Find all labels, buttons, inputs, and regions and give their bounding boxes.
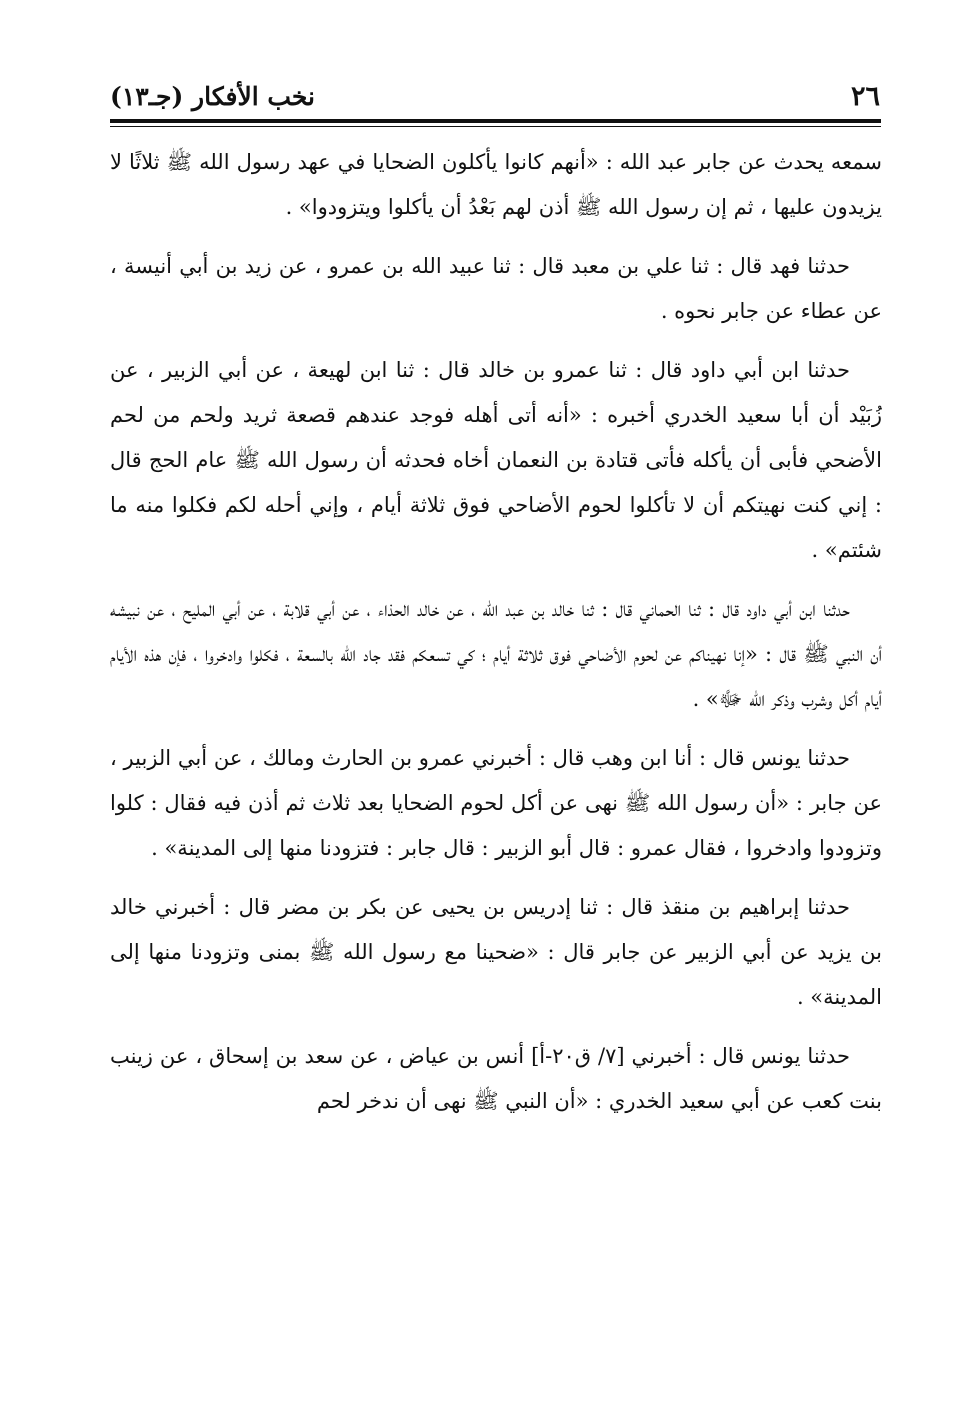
main-text — [110, 140, 882, 1138]
header-rule-thin — [110, 126, 881, 127]
header-rule-thick — [110, 119, 881, 123]
paragraph-6: حدثنا إبراهيم بن منقذ قال : ثنا إدريس بن يحيى عن بكر بن مضر قال : أخبرني خالد بن يزيد عن أبي الزبير عن جابر قال : «ضحينا مع رسول الله ﷺ بمنى وتزودنا منها إلى المدينة» . — [110, 895, 882, 1009]
paragraph-4: حدثنا ابن أبي داود قال : ثنا الحماني قال : ثنا خالد بن عبد الله ، عن خالد الحذاء ، عن أبي قلابة ، عن أبي المليح ، عن نبيشه أن النبي ﷺ قال : «إنا نهيناكم عن لحوم الأضاحي فوق ثلاثة أيام ؛ كي تسعكم فقد جاد الله بالسعة ، فكلوا وادخروا ، فإن هذه الأيام أيام أكل وشرب وذكر الله ﷻ» . — [110, 597, 882, 711]
paragraph-3: حدثنا ابن أبي داود قال : ثنا عمرو بن خالد قال : ثنا ابن لهيعة ، عن أبي الزبير ، عن زُبَيْد أن أبا سعيد الخدري أخبره : «أنه أتى أهله فوجد عندهم قصعة ثريد ولحم من لحم الأضحي فأبى أن يأكله فأتى قتادة بن النعمان أخاه فحدثه أن رسول الله ﷺ عام الحج قال : إني كنت نهيتكم أن لا تأكلوا لحوم الأضاحي فوق ثلاثة أيام ، وإني أحله لكم فكلوا منه ما شئتم» . — [110, 358, 882, 562]
page-number: ٢٦ — [850, 81, 880, 112]
paragraph-1: سمعه يحدث عن جابر عبد الله : «أنهم كانوا يأكلون الضحايا في عهد رسول الله ﷺ ثلاثًا لا يزيدون عليها ، ثم إن رسول الله ﷺ أذن لهم بَعْدُ أن يأكلوا ويتزودوا» . — [110, 150, 882, 219]
paragraph-7: حدثنا يونس قال : أخبرني [٧/ ق٢٠-أ] أنس بن عياض ، عن سعد بن إسحاق ، عن زينب بنت كعب عن أبي سعيد الخدري : «أن النبي ﷺ نهى أن ندخر لحم — [110, 1044, 882, 1113]
book-title: نخب الأفكار (جـ١٣) — [110, 82, 316, 111]
page-header — [110, 78, 880, 118]
paragraph-5: حدثنا يونس قال : أنا ابن وهب قال : أخبرني عمرو بن الحارث ومالك ، عن أبي الزبير ، عن جابر : «أن رسول الله ﷺ نهى عن أكل لحوم الضحايا بعد ثلاث ثم أذن فيه فقال : كلوا وتزودوا وادخروا ، فقال عمرو : قال أبو الزبير : قال جابر : فتزودنا منها إلى المدينة» . — [110, 746, 882, 860]
paragraph-2: حدثنا فهد قال : ثنا علي بن معبد قال : ثنا عبيد الله بن عمرو ، عن زيد بن أبي أنيسة ، عن عطاء عن جابر نحوه . — [110, 254, 882, 323]
